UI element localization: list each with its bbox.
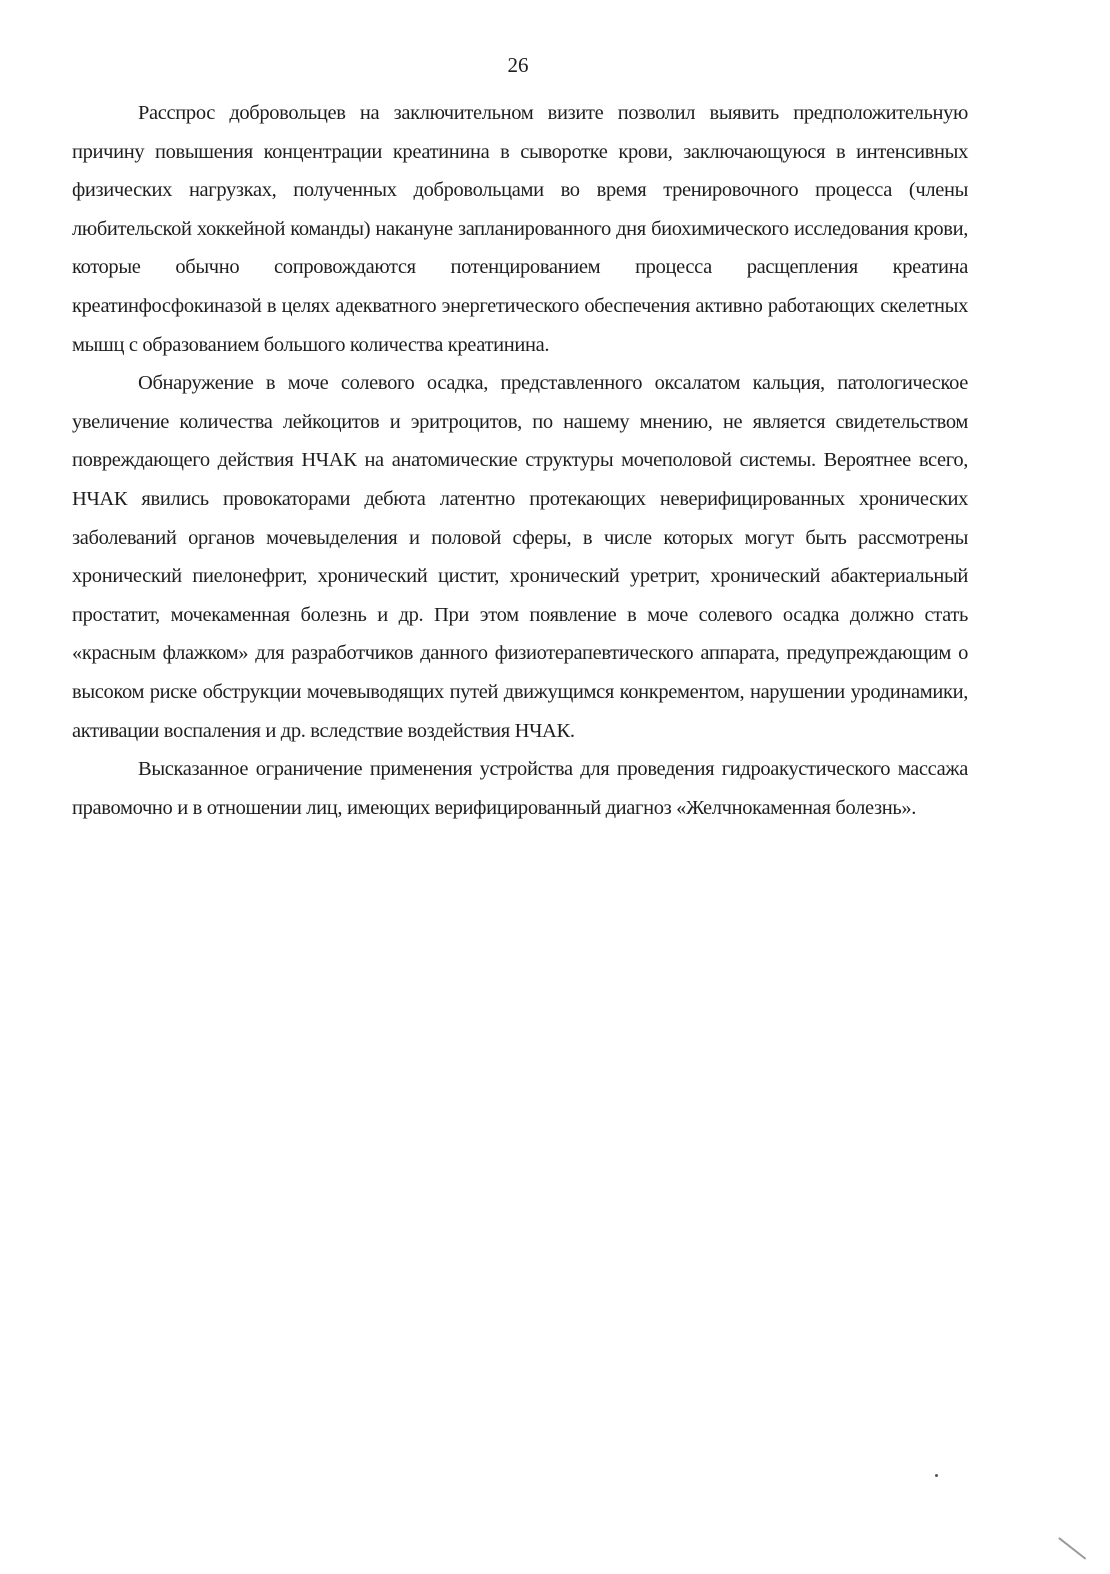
paragraph-gallstone-restriction: Высказанное ограничение применения устройства для проведения гидроакустического массажа правомочно и в отношении лиц, имеющих верифицированный диагноз «Желчнокаменная болезнь». [72,758,968,819]
page-number: 26 [507,53,529,77]
paragraph-creatinine-explanation: Расспрос добровольцев на заключительном визите позволил выявить предположительную причину повышения концентрации креатинина в сыворотке крови, заключающуюся в интенсивных физических нагрузках, полученных добровольцами во время тренировочного процесса (члены любительской хоккейной команды) накануне запланированного дня биохимического исследования крови, которые обычно сопровождаются потенцированием процесса расщепления креатина креатинфосфокиназой в целях адекватного энергетического обеспечения активно работающих скелетных мышц с образованием большого количества креатинина. [72,102,968,356]
scan-mark [1059,1537,1087,1559]
document-body [72,94,968,827]
paragraph-urine-sediment: Обнаружение в моче солевого осадка, представленного оксалатом кальция, патологическое увеличение количества лейкоцитов и эритроцитов, по нашему мнению, не является свидетельством повреждающего действия НЧАК на анатомические структуры мочеполовой системы. Вероятнее всего, НЧАК явились провокаторами дебюта латентно протекающих неверифицированных хронических заболеваний органов мочевыделения и половой сферы, в числе которых могут быть рассмотрены хронический пиелонефрит, хронический цистит, хронический уретрит, хронический абактериальный простатит, мочекаменная болезнь и др. При этом появление в моче солевого осадка должно стать «красным флажком» для разработчиков данного физиотерапевтического аппарата, предупреждающим о высоком риске обструкции мочевыводящих путей движущимся конкрементом, нарушении уродинамики, активации воспаления и др. вследствие воздействия НЧАК. [72,372,968,742]
scan-speck [935,1474,938,1477]
